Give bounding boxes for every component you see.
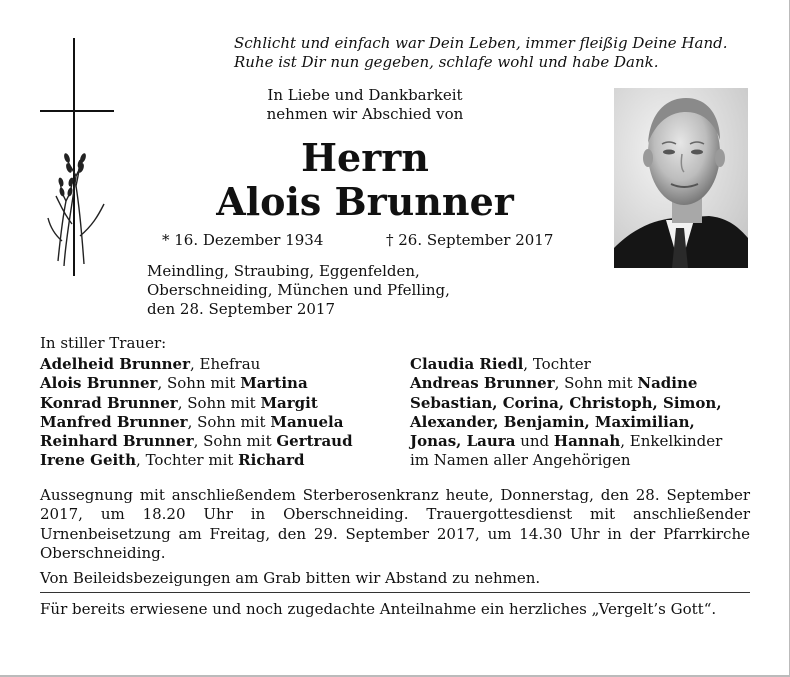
places-line-3: den 28. September 2017 — [147, 300, 336, 318]
salutation: Herrn — [301, 135, 429, 180]
mourner-relation: , Tochter — [523, 355, 591, 373]
mourners-heading: In stiller Trauer: — [40, 334, 167, 352]
portrait-photo — [614, 88, 748, 268]
mourner-line — [410, 432, 770, 451]
grandchildren-names: Jonas, Laura — [410, 432, 516, 451]
deceased-name: Alois Brunner — [216, 179, 514, 224]
mourner-line — [410, 413, 770, 432]
service-details: Aussegnung mit anschließendem Sterberosenkranz heute, Donnerstag, den 28. September 2017, um 18.20 Uhr in Oberschneiding. Trauergottesdienst mit anschließender Urnenbeisetzung am Freitag, den 29. September 2017, um 14.30 Uhr in der Pfarrkirche Oberschneiding. — [40, 486, 750, 562]
death-date: † 26. September 2017 — [386, 231, 554, 249]
mourner-line — [40, 432, 400, 451]
mourner-name: Andreas Brunner — [410, 374, 555, 393]
mourner-relation: , Ehefrau — [189, 355, 261, 373]
mourners-right-column — [410, 355, 770, 471]
mourner-name: Alois Brunner — [40, 374, 158, 393]
mourner-name: Claudia Riedl — [410, 355, 524, 373]
mourner-name: Konrad Brunner — [40, 393, 178, 412]
mourner-line — [40, 413, 400, 432]
mourner-partner: Martina — [240, 374, 308, 393]
mourner-relation: , Tochter mit — [136, 451, 239, 470]
places-line-2: Oberschneiding, München und Pfelling, — [147, 281, 450, 299]
mourner-line — [410, 394, 770, 413]
condolence-note: Von Beileidsbezeigungen am Grab bitten wir Abstand zu nehmen. — [40, 569, 541, 587]
mourner-partner: Gertraud — [276, 432, 353, 451]
grandchildren-names: Sebastian, Corina, Christoph, Simon, — [410, 393, 722, 412]
mourner-name: Adelheid Brunner — [40, 355, 190, 373]
mourner-line — [40, 451, 400, 470]
places-and-date — [147, 262, 547, 319]
cross-with-wheat-icon — [36, 36, 126, 278]
mourner-line — [410, 374, 770, 393]
mourners-left-column — [40, 355, 400, 471]
mourner-relation: , Enkelkinder — [620, 432, 723, 451]
mourner-line — [40, 355, 400, 374]
mourner-name: Reinhard Brunner — [40, 432, 194, 451]
mourner-relation: , Sohn mit — [177, 393, 261, 412]
memorial-verse — [234, 34, 774, 72]
verse-line-1: Schlicht und einfach war Dein Leben, immer fleißig Deine Hand. — [234, 34, 728, 52]
places-line-1: Meindling, Straubing, Eggenfelden, — [147, 262, 420, 280]
birth-date: * 16. Dezember 1934 — [162, 231, 324, 249]
mourner-partner: Nadine — [637, 374, 698, 393]
intro-line-1: In Liebe und Dankbarkeit — [267, 86, 463, 104]
grandchildren-names: Hannah — [553, 432, 621, 451]
mourner-relation: , Sohn mit — [157, 374, 241, 393]
mourner-line — [40, 374, 400, 393]
mourner-line — [410, 355, 770, 374]
mourner-line: im Namen aller Angehörigen — [410, 451, 631, 470]
mourner-name: Manfred Brunner — [40, 412, 188, 431]
intro-text — [200, 86, 530, 124]
grandchildren-names: Alexander, Benjamin, Maximilian, — [410, 412, 695, 431]
intro-line-2: nehmen wir Abschied von — [266, 105, 464, 123]
mourner-line — [40, 394, 400, 413]
mourner-partner: Manuela — [270, 412, 344, 431]
thanks-note: Für bereits erwiesene und noch zugedachte Anteilnahme ein herzliches „Vergelt’s Gott“. — [40, 600, 717, 618]
mourner-partner: Margit — [260, 393, 318, 412]
mourner-name: Irene Geith — [40, 451, 137, 470]
verse-line-2: Ruhe ist Dir nun gegeben, schlafe wohl und habe Dank. — [234, 53, 659, 71]
mourner-partner: Richard — [238, 451, 305, 470]
conjunction: und — [515, 432, 554, 451]
mourner-relation: , Sohn mit — [193, 432, 277, 451]
mourner-relation: , Sohn mit — [187, 412, 271, 431]
mourner-relation: , Sohn mit — [554, 374, 638, 393]
divider — [40, 592, 750, 593]
